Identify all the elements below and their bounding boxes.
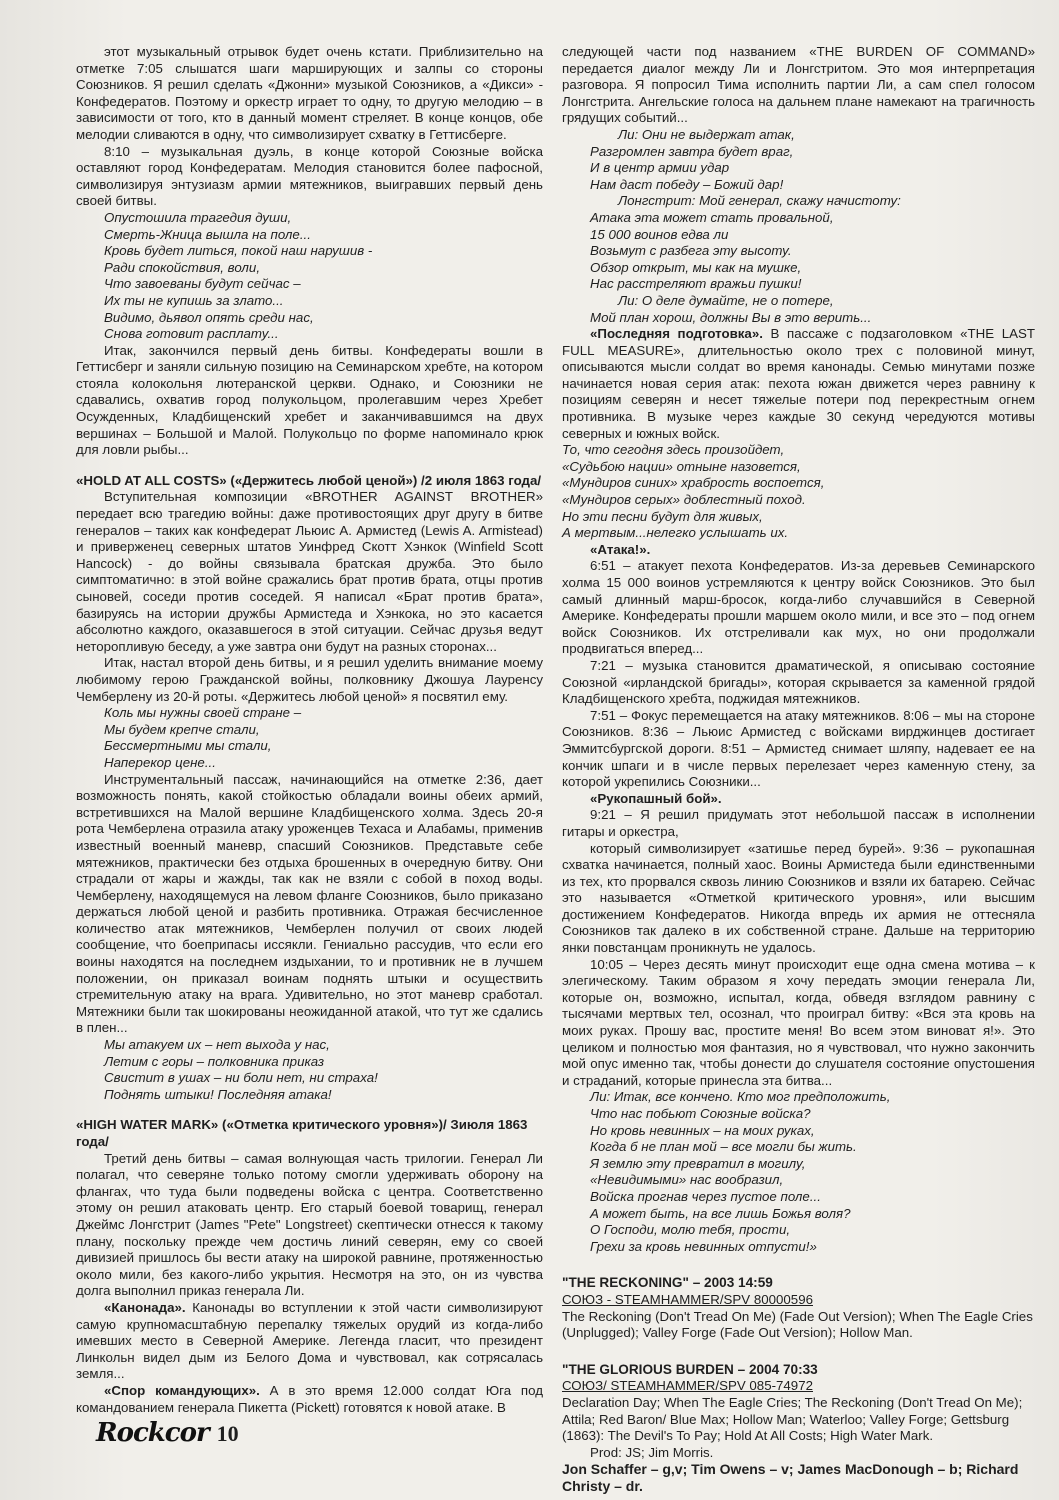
dialog-line: Мой план хорош, должны Вы в это верить...: [590, 309, 872, 325]
album-tracks: Declaration Day; When The Eagle Cries; The Reckoning (Don't Tread On Me); Attila; Red Baron/ Blue Max; Hollow Man; Waterloo; Valley Forge; Gettsburg (1863): The Devil's To Pay; Hold At All Costs; High Water Mark.: [562, 1394, 1023, 1444]
section-heading-high-water-mark: «HIGH WATER MARK» («Отметка критического уровня»)/ Зиюля 1863 года/: [76, 1117, 528, 1149]
verse-line: Снова готовит расплату...: [104, 326, 279, 342]
dialog-line: Нам даст победу – Божий дар!: [590, 176, 784, 192]
verse-1: [76, 210, 543, 343]
verse-line: Что нас побьют Союзные войска?: [590, 1106, 811, 1121]
paragraph: Вступительная композиции «BROTHER AGAINST BROTHER» передает всю трагедию войны: даже противостоящих друг другу в битве генералов – таких как конфедерат Льюис А. Армистед (Lewis A. Armistead) и приверженец северных штатов Уинфред Скотт Хэнкок (Winfield Scott Hancock) - до войны связывала братская дружба. Это было симптоматично: в этой войне сражались брат против брата, отцы против сыновей, соседи против соседей. Я написал «Брат против брата», базируясь на истории дружбы Армистеда и Хэнкока, но это касается абсолютно каждого, оказавшегося в этой ситуации. Сейчас друзья ведут неторопливую беседу, а уже завтра они будут на разных сторонах...: [76, 489, 543, 654]
verse-line: Наперекор цене...: [104, 754, 216, 770]
verse-line: Коль мы нужны своей стране –: [104, 705, 302, 721]
lead-rukopash: «Рукопашный бой».: [590, 790, 722, 806]
paragraph-kanonada: [76, 1300, 543, 1383]
verse-line: Мы будем крепче стали,: [104, 721, 260, 737]
verse-line: А мертвым...нелегко услышать их.: [562, 525, 789, 541]
verse-line: Но эти песни будут для живых,: [562, 508, 763, 524]
page-number: 10: [216, 1421, 239, 1446]
verse-line: «Невидимыми» нас вообразил,: [590, 1172, 784, 1188]
paragraph: 10:05 – Через десять минут происходит еще одна смена мотива – к элегическому. Таким образом я хочу передать эмоции генерала Ли, которые он, возможно, испытал, когда, обведя взглядом равнину с тысячами мертвых тел, осознал, что проиграл битву: «Вся эта кровь на моих руках. Прошу вас, простите меня! Во всем этом виноват я!». Это целиком и полностью моя фантазия, но я чувствовал, что нужно закончить мой опус именно так, чтобы донести до слушателя состояние опустошения и страданий, которые принесла эта битва...: [562, 956, 1035, 1088]
lead-rukopash-line: [562, 791, 1035, 808]
spor-text: А в это время 12.000 солдат Юга под командованием генерала Пикетта (Pickett) готовятся к новой атаке. В: [76, 1382, 543, 1415]
verse-line: Свистит в ушах – ни боли нет, ни страха!: [104, 1070, 378, 1086]
dialog-line: Разгромлен завтра будет враг,: [590, 143, 794, 159]
dialog-line: Нас расстреляют вражьи пушки!: [590, 276, 802, 292]
intro-paragraphs: [76, 44, 543, 210]
verse-2: [76, 705, 543, 771]
verse-line: Их ты не купишь за злато...: [104, 292, 284, 308]
section-2-paragraphs: [76, 489, 543, 705]
discography-entry-reckoning: [562, 1275, 1035, 1341]
paragraph: 9:21 – Я решил придумать этот небольшой пассаж в исполнении гитары и оркестра,: [562, 807, 1035, 839]
verse-line: «Судьбою нации» отныне назовется,: [562, 458, 801, 474]
right-column: [562, 44, 1035, 1494]
paragraph: этот музыкальный отрывок будет очень кстати. Приблизительно на отметке 7:05 слышатся шаги марширующих и залпы со стороны Союзников. Я решил сделать «Джонни» музыкой Союзников, а «Дикси» - Конфедератов. Поэтому и оркестр играет то одну, то другую мелодию – в зависимости от того, кто в данный момент стреляет. В конце концов, обе мелодии сливаются в одну, что символизирует схватку в Геттисберге.: [76, 44, 543, 142]
album-producer: Prod: JS; Jim Morris.: [590, 1444, 714, 1460]
paragraph: 7:51 – Фокус перемещается на атаку мятежников. 8:06 – мы на стороне Союзников. 8:36 – Льюис Армистед с войсками вирджинцев достигает Эммитсбургской дороги. 8:51 – Армистед снимает шляпу, надевает ее на кончик шпаги и в числе первых перелезает через каменную стену, за которой укрепились Союзники...: [562, 707, 1035, 790]
section-heading-hold-at-all-costs: «HOLD AT ALL COSTS» («Держитесь любой ценой») /2 июля 1863 года/: [76, 472, 542, 488]
verse-line: То, что сегодня здесь произойдет,: [562, 442, 785, 458]
verse-line: Что завоеваны будут сейчас –: [104, 276, 301, 292]
verse-line: Ли: Итак, все кончено. Кто мог предположить,: [590, 1089, 891, 1105]
page-footer: [96, 1418, 239, 1454]
magazine-logo: Rockcor: [96, 1418, 209, 1448]
album-title: "THE GLORIOUS BURDEN – 2004 70:33: [562, 1361, 818, 1377]
paragraph-spor: [76, 1383, 543, 1416]
verse-line: Мы атакуем их – нет выхода у нас,: [104, 1037, 330, 1053]
verse-4: [562, 442, 1035, 542]
verse-line: Смерть-Жница вышла на поле...: [104, 226, 311, 242]
lead-ataka-line: [562, 542, 1035, 559]
verse-line: Войска прогнав через пустое поле...: [590, 1188, 821, 1204]
verse-line: Но кровь невинных – на моих руках,: [590, 1122, 815, 1138]
album-label: СОЮЗ/ STEAMHAMMER/SPV 085-74972: [562, 1378, 813, 1394]
paragraph: Третий день битвы – самая волнующая часть трилогии. Генерал Ли полагал, что северяне только потому смогли удерживать оборону на флангах, что туда были подведены войска с центра. Соответственно этому он решил атаковать центр. Его старый боевой товарищ, генерал Джеймс Лонгстрит (James "Pete" Longstreet) скептически отнесся к такому плану, поскольку прежде чем достичь линий северян, ему со своей дивизией пришлось бы вести атаку на широкой равнине, протяженностью около мили, без какого-либо укрытия. Несмотря на это, он из чувства долга выполнил приказ генерала Ли.: [76, 1150, 543, 1299]
verse-3: [76, 1037, 543, 1103]
album-title: "THE RECKONING" – 2003 14:59: [562, 1275, 773, 1291]
verse-line: Опустошила трагедия души,: [104, 209, 292, 225]
verse-line: Когда б не план мой – все могли бы жить.: [590, 1139, 857, 1155]
lead-spor: «Спор командующих».: [104, 1382, 260, 1398]
verse-line: Бессмертными мы стали,: [104, 738, 272, 754]
podgotovka-text: В пассаже с подзаголовком «THE LAST FULL MEASURE», длительностью около трех с половиной минут, описываются мысли солдат во время канонады. Семью минутами позже начинается новая серия атак: пехота южан движется через равнину к позициям северян и несет тяжелые потери под перекрестным огнем противника. В музыке через каждые 30 секунд чередуются мотивы северных и южных войск.: [562, 326, 1035, 441]
ataka-paragraphs: [562, 558, 1035, 790]
verse-line: Я землю эту превратил в могилу,: [590, 1155, 806, 1171]
album-credits: Jon Schaffer – g,v; Tim Owens – v; James MacDonough – b; Richard Christy – dr.: [562, 1461, 1019, 1494]
dialog-line: Ли: О деле думайте, не о потере,: [618, 292, 834, 308]
dialog-verse: [562, 127, 1035, 326]
paragraph: Итак, настал второй день битвы, и я решил уделить внимание моему любимому герою Гражданской войны, полковнику Джошуа Лауренсу Чемберлену из 20-й роты. «Держитесь любой ценой» я посвятил ему.: [76, 655, 543, 704]
paragraph: следующей части под названием «THE BURDEN OF COMMAND» передается диалог между Ли и Лонгстритом. Это моя интерпретация разговора. Я попросил Тима исполнить партии Ли, а сам спел голосом Лонгстрита. Ангельские голоса на дальнем плане намекают на трагичность грядущих событий...: [562, 44, 1035, 126]
dialog-line: Лонгстрит: Мой генерал, скажу начистоту:: [618, 193, 901, 209]
paragraph-podgotovka: [562, 326, 1035, 442]
paragraph: Инструментальный пассаж, начинающийся на отметке 2:36, дает возможность понять, какой стойкостью обладали воины обеих армий, встретившихся на Малой вершине Кладбищенского холма. Здесь 20-я рота Чемберлена отразила атаку уроженцев Техаса и Алабамы, применив известный военный маневр, спасший Союзников. Представьте себе мятежников, практически без отдыха брошенных в очередную битву. Они страдали от жары и жажды, так как не взяли с собой в поход воды. Чемберлену, находящемуся на левом фланге Союзников, было приказано держаться любой ценой и разбить противника. Отражая бесчисленное количество атак мятежников, Чемберлен получил от своих людей сообщение, что боеприпасы иссякли. Гениально рассудив, что если его воины находятся на последнем издыхании, то и противник не в лучшем положении, он приказал воинам поднять штыки и осуществить стремительную атаку на врага. Удивительно, но этот маневр сработал. Мятежники были так шокированы неожиданной атакой, что тут же сдались в плен...: [76, 771, 543, 1036]
dialog-line: Обзор открыт, мы как на мушке,: [590, 259, 802, 275]
dialog-line: Возьмут с разбега эту высоту.: [590, 243, 792, 259]
paragraph: 6:51 – атакует пехота Конфедератов. Из-за деревьев Семинарского холма 15 000 воинов устремляются к центру войск Союзников. Это был самый длинный марш-бросок, когда-либо случавшийся в Северной Америке. Конфедераты прошли маршем около мили, и все это – под огнем войск Союзников. Их отстреливали как мух, но они продолжали продвигаться вперед...: [562, 558, 1035, 657]
paragraph: который символизирует «затишье перед бурей». 9:36 – рукопашная схватка начинается, полный хаос. Воины Армистеда были единственными из тех, кто прорвался сквозь линию Союзников и взяли их батарею. Сейчас это называется «Отметкой критического уровня», или высшим достижением Конфедератов. Никогда впредь их армия не оттесняла Союзников так далеко в их собственной стране. Дальше на территорию янки повстанцам проникнуть не удалось.: [562, 840, 1035, 956]
verse-5: [562, 1089, 1035, 1255]
dialog-line: Атака эта может стать провальной,: [590, 209, 834, 225]
verse-line: Грехи за кровь невинных отпусти!»: [590, 1238, 817, 1254]
verse-line: О Господи, молю тебя, прости,: [590, 1222, 791, 1238]
verse-line: А может быть, на все лишь Божья воля?: [590, 1205, 851, 1221]
paragraph: 7:21 – музыка становится драматической, я описываю состояние Союзной «ирландской бригады», которая скрывается за каменной грядой Кладбищенского хребта, поджидая мятежников.: [562, 657, 1035, 707]
album-label: СОЮЗ - STEAMHAMMER/SPV 80000596: [562, 1291, 813, 1307]
verse-line: Кровь будет литься, покой наш нарушив -: [104, 243, 373, 259]
verse-line: «Мундиров синих» храбрость воспоется,: [562, 475, 825, 491]
album-tracks: The Reckoning (Don't Tread On Me) (Fade Out Version); When The Eagle Cries (Unplugged); Valley Forge (Fade Out Version); Hollow Man.: [562, 1308, 1033, 1341]
dialog-line: 15 000 воинов едва ли: [590, 226, 729, 242]
verse-line: Ради спокойствия, воли,: [104, 259, 261, 275]
verse-line: Видимо, дьявол опять среди нас,: [104, 309, 314, 325]
lead-ataka: «Атака!».: [590, 541, 651, 557]
lead-kanonada: «Канонада».: [104, 1299, 186, 1315]
lead-podgotovka: «Последняя подготовка».: [590, 326, 763, 342]
verse-line: Летим с горы – полковника приказ: [104, 1053, 325, 1069]
dialog-line: Ли: Они не выдержат атак,: [618, 126, 795, 142]
discography-entry-glorious-burden: [562, 1362, 1035, 1495]
verse-line: «Мундиров серых» доблестный поход.: [562, 492, 806, 508]
paragraph: 8:10 – музыкальная дуэль, в конце которой Союзные войска оставляют город Конфедератам. Мелодия становится более пафосной, символизируя энтузиазм армии мятежников, выигравших первый день своей битвы.: [76, 143, 543, 209]
paragraph: Итак, закончился первый день битвы. Конфедераты вошли в Геттисберг и заняли сильную позицию на Семинарском хребте, на котором стояла колокольня лютеранской церкви. Однако, и Союзники не сдавались, охватив город полукольцом, пролегавшим через Хребет Осужденных, Кладбищенский хребет и заканчивавшимся на двух вершинах – Большой и Малой. Полукольцо по форме напоминало крюк для ловли рыбы...: [76, 342, 543, 458]
kanonada-text: Канонады во вступлении к этой части символизируют самую крупномасштабную перепалку тяжелых орудий из когда-либо имевших место в Северной Америке. Легенда гласит, что президент Линкольн видел дым из Белого Дома и чувствовал, как сотрясалась земля...: [76, 1299, 543, 1382]
verse-line: Поднять штыки! Последняя атака!: [104, 1086, 332, 1102]
dialog-line: И в центр армии удар: [590, 160, 730, 176]
left-column: [76, 44, 543, 1416]
